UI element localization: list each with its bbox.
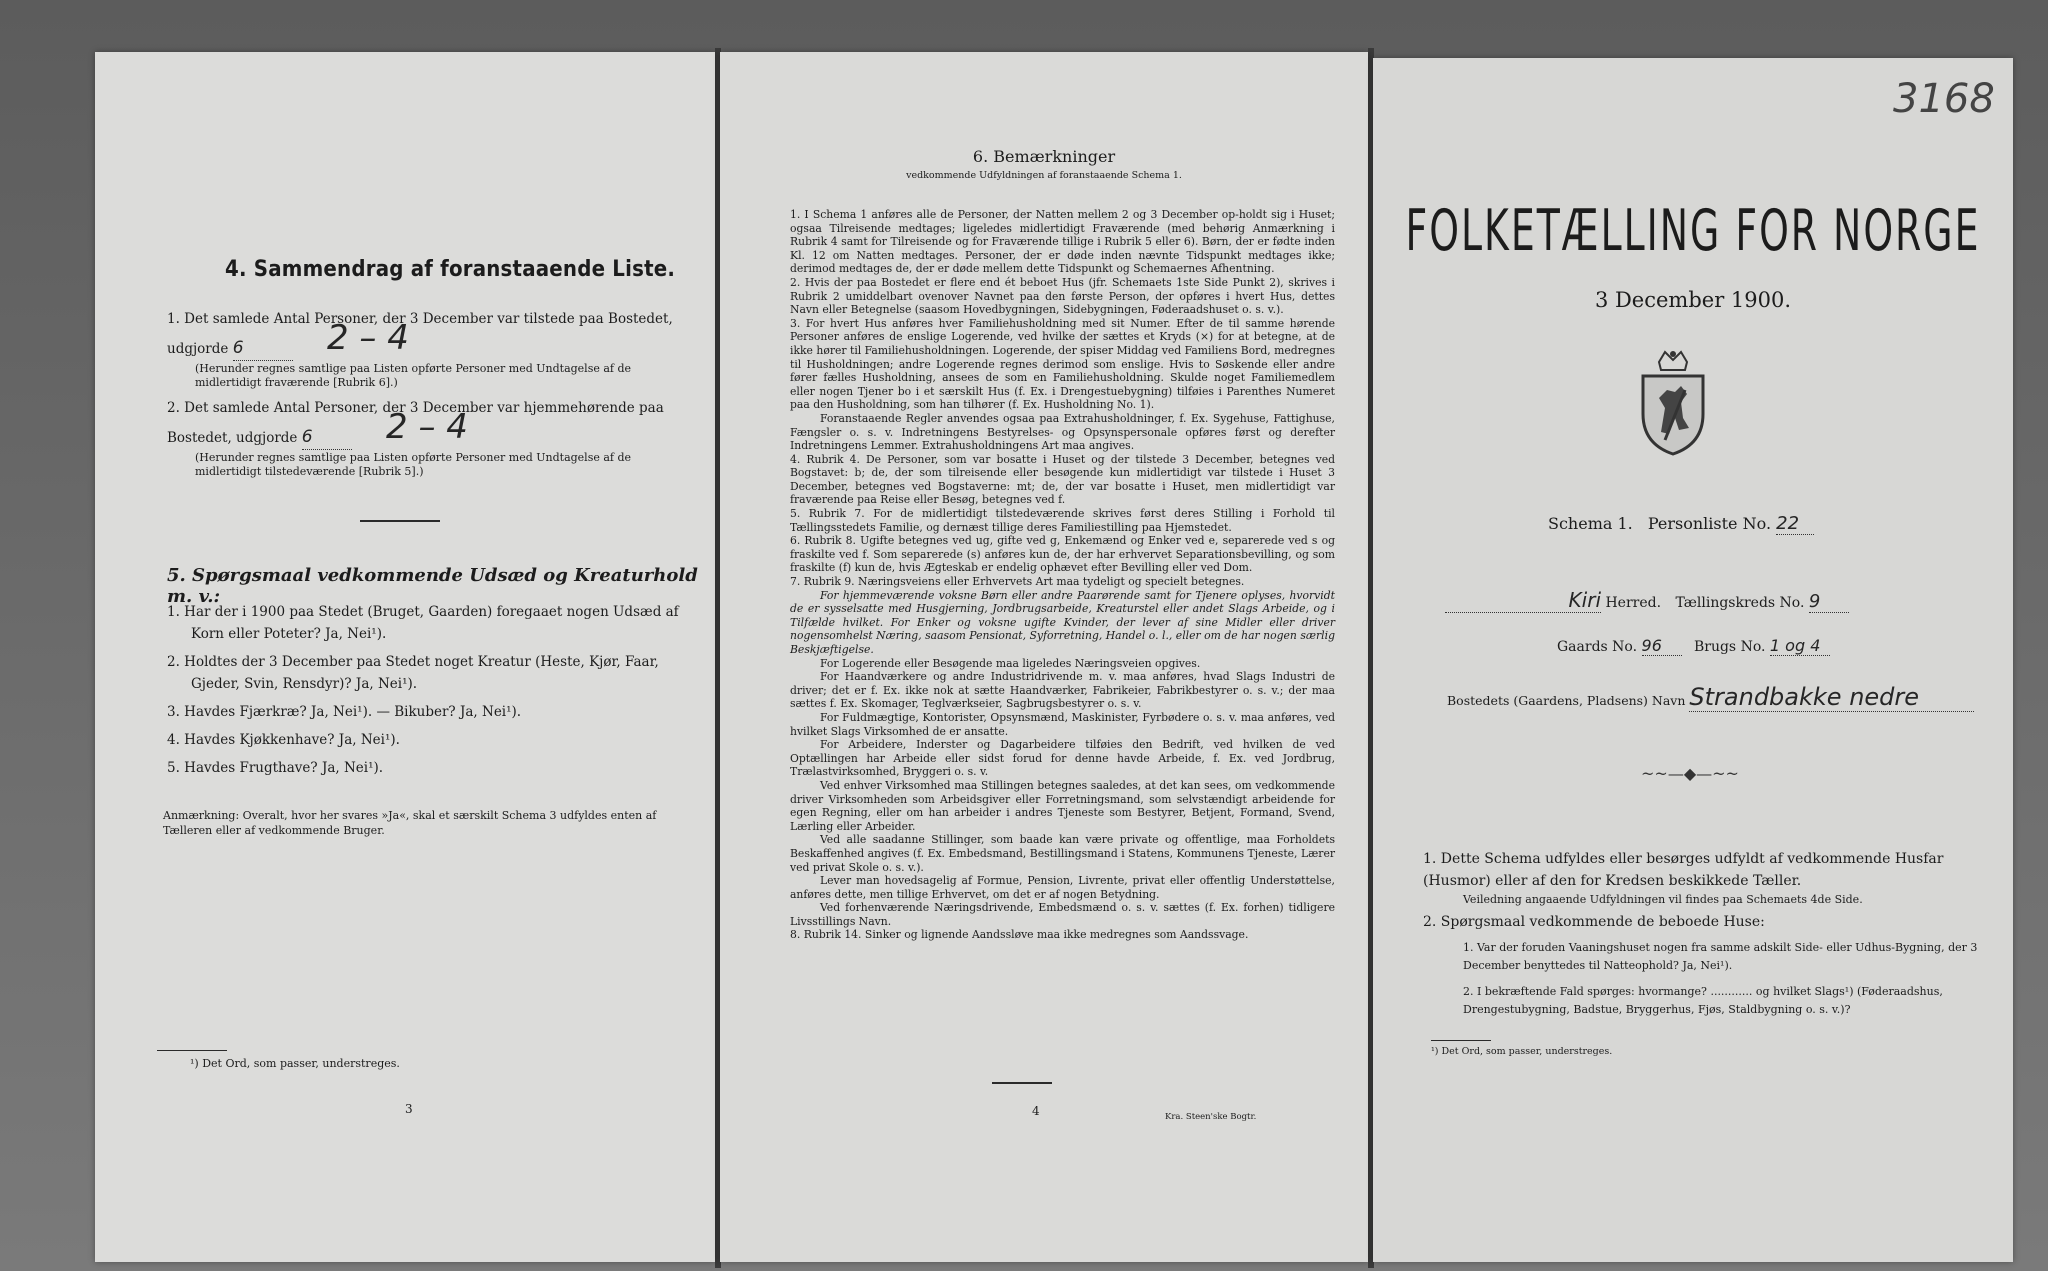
bosted-line <box>1447 683 1974 712</box>
cover-page <box>1373 58 2013 1262</box>
gaards-label: Gaards No. <box>1557 639 1638 655</box>
instruction-2: 2. Spørgsmaal vedkommende de beboede Huse: <box>1423 914 1765 930</box>
archive-number: 3168 <box>1893 76 1995 122</box>
herred-line <box>1445 588 1849 613</box>
question-1 <box>167 308 687 361</box>
schema-label: Schema 1. <box>1548 514 1633 533</box>
divider <box>360 520 440 522</box>
kreds-value: 9 <box>1809 591 1849 613</box>
brugs-value: 1 og 4 <box>1770 636 1830 656</box>
remark-7-i: Ved forhenværende Næringsdrivende, Embedsmænd o. s. v. sættes (f. Ex. forhen) tidligere Livsstillings Navn. <box>790 901 1335 928</box>
footnote-rule <box>157 1050 227 1051</box>
remarks-body <box>790 208 1335 942</box>
footnote: ¹) Det Ord, som passer, understreges. <box>190 1057 400 1070</box>
remark-6: 6. Rubrik 8. Ugifte betegnes ved ug, gifte ved g, Enkemænd og Enker ved e, separerede ved s og fraskilte ved f. Som separerede (s) anføres kun de, der har erhvervet Separationsbevilling, og som fraskilte (f) kun de, hvis Ægteskab er endelig ophævet efter Bevilling eller ved Dom. <box>790 534 1335 575</box>
remark-7-c: For Haandværkere og andre Industridrivende m. v. maa anføres, hvad Slags Industri de driver; det er f. Ex. ikke nok at sætte Haandværker, Fabrikeier, Fabrikbestyrer o. s. v.; der maa sættes f. Ex. Skomager, Teglværkseier, Sagbrugsbestyrer o. s. v. <box>790 670 1335 711</box>
kreds-label: Tællingskreds No. <box>1675 595 1805 611</box>
gaards-line <box>1557 636 1830 656</box>
norwegian-coat-of-arms <box>1635 348 1711 462</box>
remark-8: 8. Rubrik 14. Sinker og lignende Aandssløve maa ikke medregnes som Aandssvage. <box>790 928 1249 942</box>
gaards-value: 96 <box>1642 636 1682 656</box>
census-date: 3 December 1900. <box>1594 288 1792 312</box>
remark-7-a: For hjemmeværende voksne Børn eller andre Paarørende samt for Tjenere oplyses, hvorvidt de er sysselsatte med Husgjerning, Jordbrugsarbeide, Kreaturstel eller andet Slags Arbeide, og i Tilfælde hvilket. For Enker og voksne ugifte Kvinder, der lever af sine Midler eller driver nogensomhelst Næring, saasom Pensionat, Syforretning, Handel o. l., eller om de har nogen særlig Beskjæftigelse. <box>790 588 1335 656</box>
remark-7-d: For Fuldmægtige, Kontorister, Opsynsmænd, Maskinister, Fyrbødere o. s. v. maa anføres, ved hvilket Slags Virksomhed de er ansatte. <box>790 710 1335 738</box>
remark-4: 4. Rubrik 4. De Personer, som var bosatte i Huset og der tilstede 3 December, betegnes ved Bogstavet: b; de, der som tilreisende eller besøgende kun midlertidigt var tilstede i Huset 3 December, betegnes ved Bogstaverne: mt; de, der var bosatte i Huset, men midlertidigt var fraværende paa Reise eller Besøg, betegnes ved f. <box>790 452 1335 507</box>
question-2 <box>167 397 687 450</box>
herred-label: Herred. <box>1605 595 1662 611</box>
s5-item-4: 4. Havdes Kjøkkenhave? Ja, Nei¹). <box>167 732 400 748</box>
remark-1: 1. I Schema 1 anføres alle de Personer, der Natten mellem 2 og 3 December op-holdt sig i Huset; ogsaa Tilreisende medtages; ligeledes midlertidigt Fraværende (med behørig Anmærkning i Rubrik 4 samt for Tilreisende og for Fraværende tillige i Rubrik 5 eller 6). Børn, der er fødte inden Kl. 12 om Natten medtages. Personer, der er døde inden nævnte Tidspunkt medtages ikke; derimod medtages de, der er døde mellem dette Tidspunkt og Schemaernes Afhentning. <box>790 208 1335 276</box>
q1-note: (Herunder regnes samtlige paa Listen opførte Personer med Undtagelse af de midlertidigt fraværende [Rubrik 6].) <box>195 362 632 389</box>
personliste-label: Personliste No. <box>1647 514 1772 533</box>
footnote-rule <box>1431 1040 1491 1041</box>
remark-7-h: Lever man hovedsagelig af Formue, Pension, Livrente, privat eller offentlig Understøttelse, anføres dette, men tillige Erhvervet, om det er af nogen Betydning. <box>790 874 1335 901</box>
q2-note: (Herunder regnes samtlige paa Listen opførte Personer med Undtagelse af de midlertidigt tilstedeværende [Rubrik 5].) <box>195 451 632 478</box>
personliste-value: 22 <box>1776 513 1814 535</box>
remark-2: 2. Hvis der paa Bostedet er flere end ét beboet Hus (jfr. Schemaets 1ste Side Punkt 2), skrives i Rubrik 2 umiddelbart ovenover Navnet paa den første Person, der opføres i hvert Hus, dettes Navn eller Betegnelse (saasom Hovedbygningen, Sidebygningen, Føderaadshuset o. s. v.). <box>790 275 1335 317</box>
instructions <box>1423 848 1983 1019</box>
q1-text: 1. Det samlede Antal Personer, der 3 December var tilstede paa Bostedet, <box>167 311 673 327</box>
printer-imprint: Kra. Steen'ske Bogtr. <box>1165 1112 1257 1122</box>
section-5-remark: Anmærkning: Overalt, hvor her svares »Ja«, skal et særskilt Schema 3 udfyldes enten af Tælleren eller af vedkommende Bruger. <box>163 809 657 837</box>
remark-7-f: Ved enhver Virksomhed maa Stillingen betegnes saaledes, at det kan sees, om vedkommende driver Virksomheden som Arbeidsgiver eller Forretningsmand, som selvstændigt arbeidende for egen Regning, eller om han arbeider i andres Tjeneste som Bestyrer, Betjent, Formand, Svend, Lærling eller Arbeider. <box>790 778 1335 833</box>
q2-value: 6 <box>302 426 352 450</box>
remark-5: 5. Rubrik 7. For de midlertidigt tilstedeværende skrives først deres Stilling i Forhold til Tællingsstedets Familie, og dernæst tillige deres Familiestilling paa Hjemstedet. <box>790 507 1335 534</box>
s5-item-2: 2. Holdtes der 3 December paa Stedet noget Kreatur (Heste, Kjør, Faar, <box>167 654 659 670</box>
remark-3: 3. For hvert Hus anføres hver Familiehusholdning med sit Numer. Efter de til samme hørende Personer anføres de enslige Logerende, ved hvilke der sættes et Kryds (×) for at betegne, at de ikke hører til Familiehusholdningen. Logerende, der spiser Middag ved Familiens Bord, medregnes til Husholdningen; andre Logerende regnes derimod som enslige. Hvis to Søskende eller andre fører fælles Husholdning, ansees de som en Familiehusholdning. Skulde noget Familiemedlem eller nogen Tjener bo i et særskilt Hus (f. Ex. i Drengestuebygning) tilføies i Parenthes Numeret paa den Husholdning, som han tilhører (f. Ex. Husholdning No. 1). <box>790 316 1335 412</box>
divider <box>992 1082 1052 1084</box>
q1-value: 6 <box>233 337 293 361</box>
q2-correction: 2 – 4 <box>386 407 468 447</box>
page-number: 4 <box>1032 1104 1040 1118</box>
coat-of-arms-icon <box>1635 348 1711 458</box>
herred-value: Kiri <box>1445 588 1601 613</box>
q2-text: 2. Det samlede Antal Personer, der 3 December var hjemmehørende paa <box>167 400 664 416</box>
section-5-list <box>167 598 687 782</box>
bosted-value: Strandbakke nedre <box>1689 683 1974 712</box>
q2-label: Bostedet, udgjorde <box>167 430 298 446</box>
section-4-title: 4. Sammendrag af foranstaaende Liste. <box>225 257 676 282</box>
remarks-subtitle: vedkommende Udfyldningen af foranstaaende Schema 1. <box>906 170 1182 181</box>
footnote: ¹) Det Ord, som passer, understreges. <box>1431 1046 1613 1057</box>
remark-7-b: For Logerende eller Besøgende maa ligeledes Næringsveien opgives. <box>820 656 1201 670</box>
remark-7-g: Ved alle saadanne Stillinger, som baade kan være private og offentlige, maa Forholdets Beskaffenhed angives (f. Ex. Embedsmand, Bestillingsmand i Statens, Kommunens Tjeneste, Lærer ved privat Skole o. s. v.). <box>790 833 1335 874</box>
ornament-divider: ~~—◆—~~ <box>1641 764 1739 783</box>
page-4 <box>720 52 1368 1262</box>
page-3 <box>95 52 715 1262</box>
section-5-title: 5. Spørgsmaal vedkommende Udsæd og Kreaturhold m. v.: <box>167 565 698 607</box>
census-title: FOLKETÆLLING FOR NORGE <box>1405 197 1981 264</box>
s5-item-2-cont: Gjeder, Svin, Rensdyr)? Ja, Nei¹). <box>191 676 418 692</box>
schema-line <box>1548 513 1814 535</box>
q1-correction: 2 – 4 <box>326 318 409 358</box>
page-number: 3 <box>405 1102 413 1116</box>
instruction-2-2: 2. I bekræftende Fald spørges: hvormange? ............ og hvilket Slags¹) (Føderaadshus, Drengestubygning, Badstue, Bryggerhus, Fjøs, Staldbygning o. s. v.)? <box>1463 985 1943 1016</box>
s5-item-1: 1. Har der i 1900 paa Stedet (Bruget, Gaarden) foregaaet nogen Udsæd af <box>167 604 679 620</box>
remark-7: 7. Rubrik 9. Næringsveiens eller Erhvervets Art maa tydeligt og specielt betegnes. <box>790 575 1245 589</box>
remark-3-extra: Foranstaaende Regler anvendes ogsaa paa Extrahusholdninger, f. Ex. Sygehuse, Fattighuse, Fængsler o. s. v. Indretningens Bestyrelses- og Opsynspersonale opføres først og derefter Indretningens Lemmer. Extrahusholdningens Art maa angives. <box>790 411 1335 453</box>
remark-7-e: For Arbeidere, Inderster og Dagarbeidere tilføies den Bedrift, ved hvilken de ved Optællingen har Arbeide eller sidst forud for denne havde Arbeide, f. Ex. ved Jordbrug, Trælastvirksomhed, Bryggeri o. s. v. <box>790 738 1335 779</box>
bosted-label: Bostedets (Gaardens, Pladsens) Navn <box>1447 693 1686 708</box>
instruction-1: 1. Dette Schema udfyldes eller besørges udfyldt af vedkommende Husfar (Husmor) eller af den for Kredsen beskikkede Tæller. <box>1423 851 1944 889</box>
s5-item-3: 3. Havdes Fjærkræ? Ja, Nei¹). — Bikuber? Ja, Nei¹). <box>167 704 522 720</box>
s5-item-1-cont: Korn eller Poteter? Ja, Nei¹). <box>191 626 387 642</box>
brugs-label: Brugs No. <box>1693 639 1766 655</box>
instruction-1-note: Veiledning angaaende Udfyldningen vil findes paa Schemaets 4de Side. <box>1463 893 1863 906</box>
s5-item-5: 5. Havdes Frugthave? Ja, Nei¹). <box>167 760 384 776</box>
instruction-2-1: 1. Var der foruden Vaaningshuset nogen fra samme adskilt Side- eller Udhus-Bygning, der 3 December benyttedes til Natteophold? Ja, Nei¹). <box>1463 941 1978 972</box>
remarks-title: 6. Bemærkninger <box>972 147 1116 166</box>
q1-label: udgjorde <box>167 341 229 357</box>
